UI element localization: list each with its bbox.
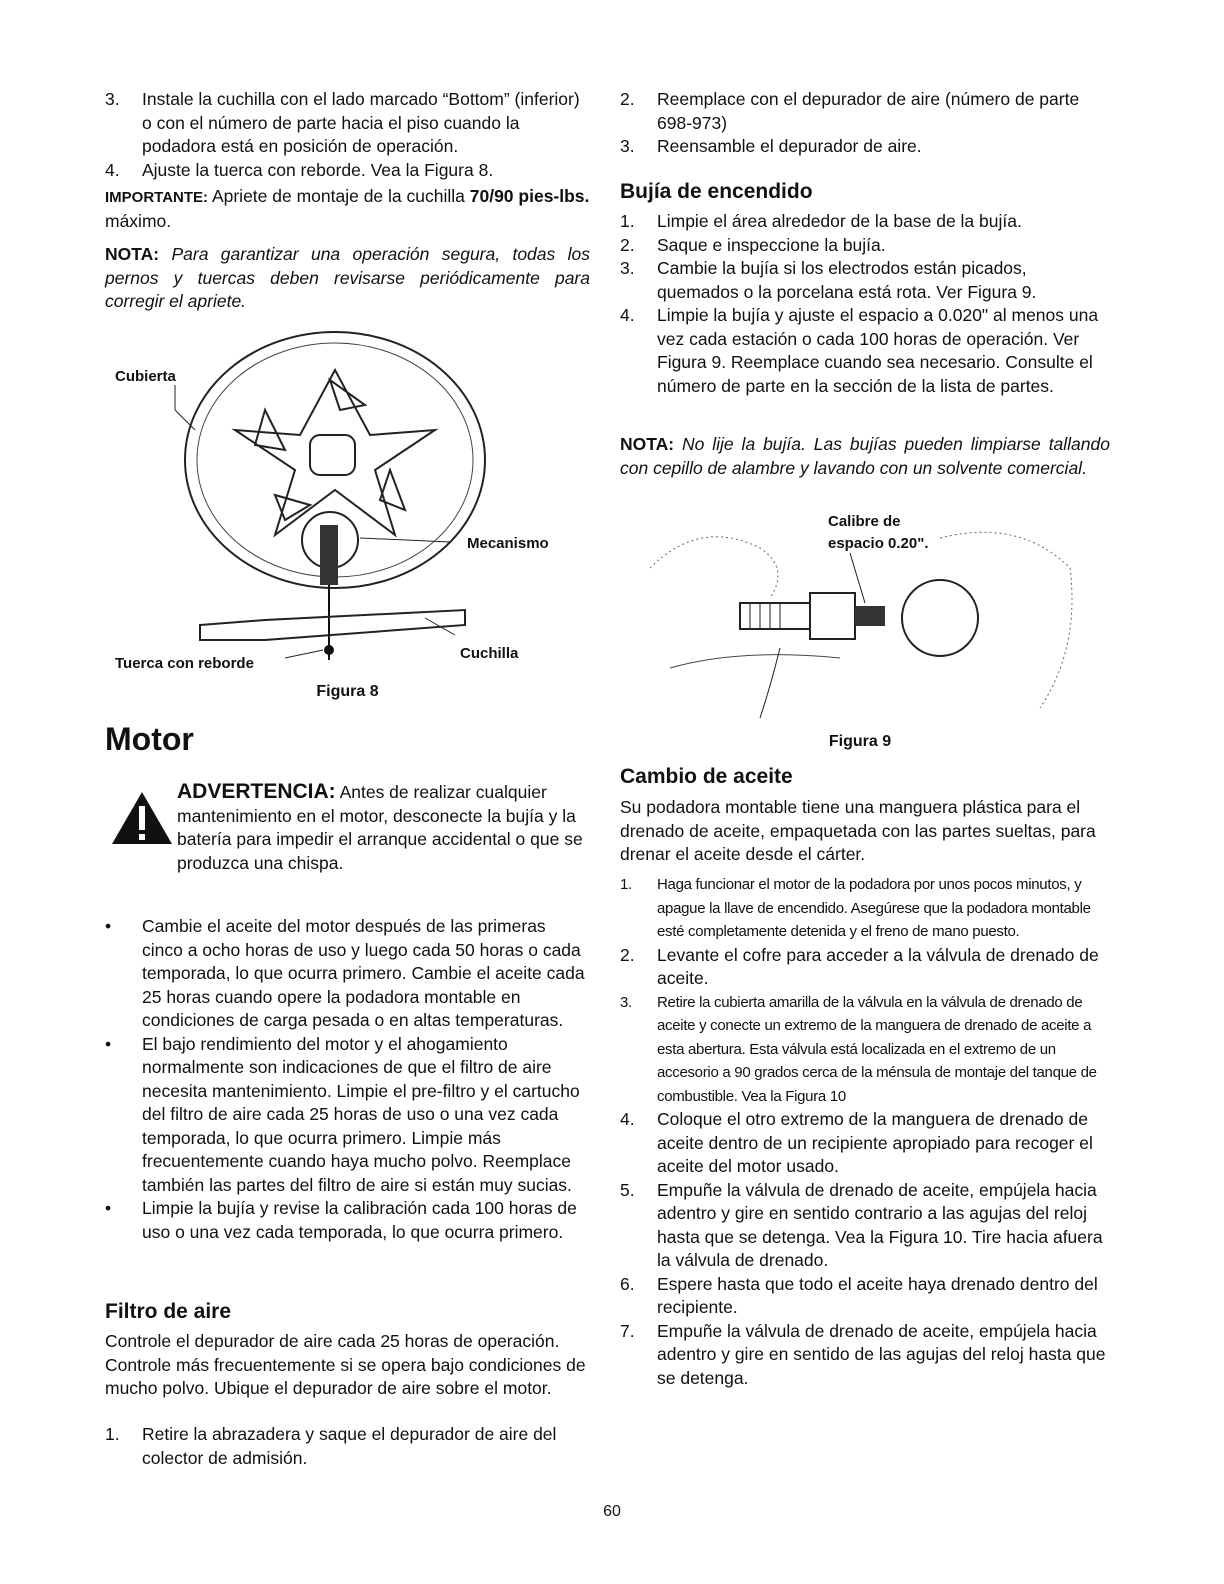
list-item: 2. Levante el cofre para acceder a la válvula de drenado de aceite.	[620, 944, 1099, 988]
list-item: 6. Espere hasta que todo el aceite haya drenado dentro del recipiente.	[620, 1273, 1098, 1317]
list-item: 2. Saque e inspeccione la bujía.	[620, 234, 886, 255]
mower-deck-illustration	[105, 320, 590, 680]
list-item: 4. Limpie la bujía y ajuste el espacio a 0.020" al menos una vez cada estación o cada 100 horas de operación. Ver Figura 9. Reemplace cuando sea necesario. Consulte el número de parte en la sección de la lista de partes.	[620, 305, 1099, 396]
motor-heading: Motor	[105, 721, 194, 757]
figure-caption: Figura 9	[828, 733, 892, 750]
nota-bujia: NOTA: No lije la bujía. Las bujías pueden limpiarse tallando con cepillo de alambre y lavando con un solvente comercial.	[620, 434, 1110, 478]
warning-icon	[110, 790, 174, 846]
list-item: 2. Reemplace con el depurador de aire (número de parte 698-973)	[620, 89, 1080, 133]
label-espacio: espacio 0.20".	[828, 535, 929, 552]
bujia-heading: Bujía de encendido	[620, 180, 813, 203]
list-item: 1. Limpie el área alrededor de la base de la bujía.	[620, 211, 1022, 231]
label-calibre: Calibre de	[828, 513, 901, 530]
list-item: 3. Retire la cubierta amarilla de la válvula en la válvula de drenado de aceite y conecte un extremo de la manguera de drenado de aceite a esta abertura. Esta válvula está localizada en el extremo de un accesorio a 90 grados cerca de la ménsula de montaje del tanque de combustible. Vea la Figura 10	[620, 993, 1097, 1105]
cambio-heading: Cambio de aceite	[620, 765, 793, 788]
filtro-text: Controle el depurador de aire cada 25 horas de operación. Controle más frecuentemente si se opera bajo condiciones de mucho polvo. Ubique el depurador de aire sobre el motor.	[105, 1331, 586, 1398]
filtro-heading: Filtro de aire	[105, 1300, 232, 1323]
list-item: 3. Instale la cuchilla con el lado marcado “Bottom” (inferior) o con el número de parte hacia el piso cuando la podadora está en posición de operación.	[105, 89, 580, 156]
cambio-text: Su podadora montable tiene una manguera plástica para el drenado de aceite, empaquetada con las partes sueltas, para drenar el aceite desde el cárter.	[620, 797, 1096, 864]
list-item: 3. Cambie la bujía si los electrodos están picados, quemados o la porcelana está rota. Ver Figura 9.	[620, 258, 1037, 302]
list-item: 3. Reensamble el depurador de aire.	[620, 136, 922, 156]
label-cubierta: Cubierta	[115, 368, 176, 385]
importante-note: IMPORTANTE: Apriete de montaje de la cuchilla 70/90 pies-lbs. máximo.	[105, 186, 590, 231]
list-item: • Limpie la bujía y revise la calibración cada 100 horas de uso o una vez cada temporada, lo que ocurra primero.	[105, 1198, 577, 1242]
label-mecanismo: Mecanismo	[467, 535, 549, 552]
list-item: 5. Empuñe la válvula de drenado de aceite, empújela hacia adentro y gire en sentido contrario a las agujas del reloj hasta que se detenga. Vea la Figura 10. Tire hacia afuera la válvula de drenado.	[620, 1179, 1103, 1270]
list-item: 4. Coloque el otro extremo de la manguera de drenado de aceite dentro de un recipiente apropiado para recoger el aceite del motor usado.	[620, 1109, 1093, 1176]
label-tuerca: Tuerca con reborde	[115, 655, 254, 672]
list-item: 1. Retire la abrazadera y saque el depurador de aire del colector de admisión.	[105, 1424, 557, 1468]
nota-note: NOTA: Para garantizar una operación segura, todas los pernos y tuercas deben revisarse periódicamente para corregir el apriete.	[105, 244, 590, 311]
figure-caption: Figura 8	[316, 683, 379, 700]
figure-9	[640, 508, 1080, 758]
page-number: 60	[603, 1503, 621, 1520]
list-item: 4. Ajuste la tuerca con reborde. Vea la Figura 8.	[105, 159, 494, 180]
list-item: • Cambie el aceite del motor después de las primeras cinco a ocho horas de uso y luego cada 50 horas o cada temporada, lo que ocurra primero. Cambie el aceite cada 25 horas cuando opere la podadora montable en condiciones de carga pesada o en altas temperaturas.	[105, 916, 585, 1030]
motor-bullets	[105, 915, 590, 1244]
blade-steps	[105, 88, 590, 182]
list-item: 7. Empuñe la válvula de drenado de aceite, empújela hacia adentro y gire en sentido de las agujas del reloj hasta que se detenga.	[620, 1320, 1106, 1388]
list-item: 1. Haga funcionar el motor de la podadora por unos pocos minutos, y apague la llave de encendido. Asegúrese que la podadora montable esté completamente detenida y el freno de mano puesto.	[620, 876, 1091, 940]
figure-8	[105, 320, 590, 710]
label-cuchilla: Cuchilla	[460, 645, 519, 662]
list-item: • El bajo rendimiento del motor y el ahogamiento normalmente son indicaciones de que el filtro de aire necesita mantenimiento. Limpie el pre-filtro y el cartucho del filtro de aire cada 25 horas de uso o una vez cada temporada, lo que ocurra primero. Limpie más frecuentemente cuando haya mucho polvo. Reemplace también las partes del filtro de aire si están muy sucias.	[105, 1033, 580, 1195]
warning-block: ADVERTENCIA: Antes de realizar cualquier mantenimiento en el motor, desconecte la bujía y la batería para impedir el arranque accidental o que se produzca una chispa.	[105, 780, 590, 875]
